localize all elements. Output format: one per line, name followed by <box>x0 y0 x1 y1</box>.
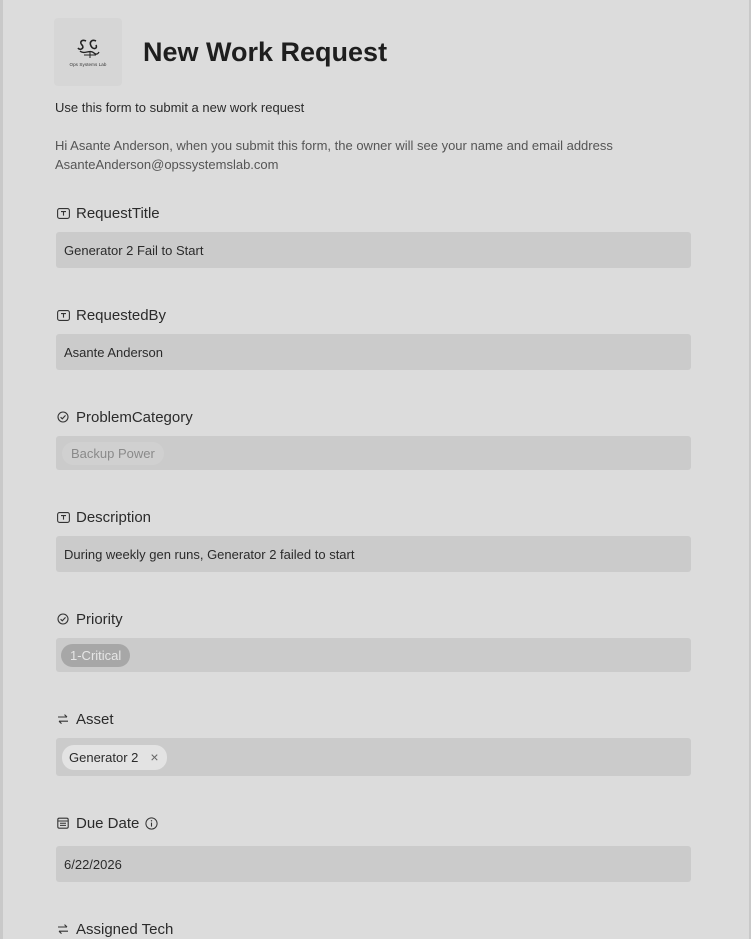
request-title-input[interactable]: Generator 2 Fail to Start <box>56 232 691 268</box>
field-label-description: Description <box>76 508 152 526</box>
field-asset <box>56 709 691 765</box>
frame-left-edge <box>0 0 3 939</box>
company-logo <box>54 18 122 86</box>
link-icon <box>56 922 70 936</box>
asset-lookup[interactable] <box>56 738 691 776</box>
problem-category-chip: Backup Power <box>62 442 164 465</box>
asset-chip-label: Generator 2 <box>69 749 139 765</box>
choice-icon <box>56 410 70 424</box>
field-problem-category <box>56 407 691 461</box>
field-label-due-date: Due Date <box>76 814 140 832</box>
field-label-problem-category: ProblemCategory <box>76 408 193 426</box>
priority-chip: 1-Critical <box>61 644 130 667</box>
calendar-icon <box>56 816 70 830</box>
field-assigned-tech <box>56 919 691 939</box>
field-requested-by <box>56 305 691 360</box>
identity-notice-text: Hi Asante Anderson, when you submit this form, the owner will see your name and email address <box>55 138 613 153</box>
choice-icon <box>56 612 70 626</box>
identity-notice <box>55 136 695 174</box>
text-field-icon <box>56 206 70 220</box>
remove-asset-icon[interactable]: × <box>150 749 159 765</box>
form-intro: Use this form to submit a new work request <box>55 100 305 115</box>
text-field-icon <box>56 510 70 524</box>
logo-text: Ops Systems Lab <box>69 62 107 67</box>
field-due-date <box>56 813 691 872</box>
logo-mark-icon <box>74 37 102 61</box>
asset-chip <box>62 745 167 770</box>
problem-category-select[interactable] <box>56 436 691 470</box>
field-label-assigned-tech: Assigned Tech <box>76 920 174 938</box>
requested-by-input[interactable]: Asante Anderson <box>56 334 691 370</box>
identity-email: AsanteAnderson@opssystemslab.com <box>55 157 279 172</box>
field-label-request-title: RequestTitle <box>76 204 160 222</box>
description-input[interactable]: During weekly gen runs, Generator 2 failed to start <box>56 536 691 572</box>
due-date-input[interactable]: 6/22/2026 <box>56 846 691 882</box>
field-priority <box>56 609 691 663</box>
field-request-title <box>56 203 691 258</box>
field-label-requested-by: RequestedBy <box>76 306 167 324</box>
link-icon <box>56 712 70 726</box>
form-header <box>54 18 387 86</box>
priority-select[interactable] <box>56 638 691 672</box>
info-icon[interactable] <box>144 816 158 830</box>
field-label-priority: Priority <box>76 610 123 628</box>
field-label-asset: Asset <box>76 710 114 728</box>
page-title: New Work Request <box>143 36 388 67</box>
field-description <box>56 507 691 562</box>
text-field-icon <box>56 308 70 322</box>
